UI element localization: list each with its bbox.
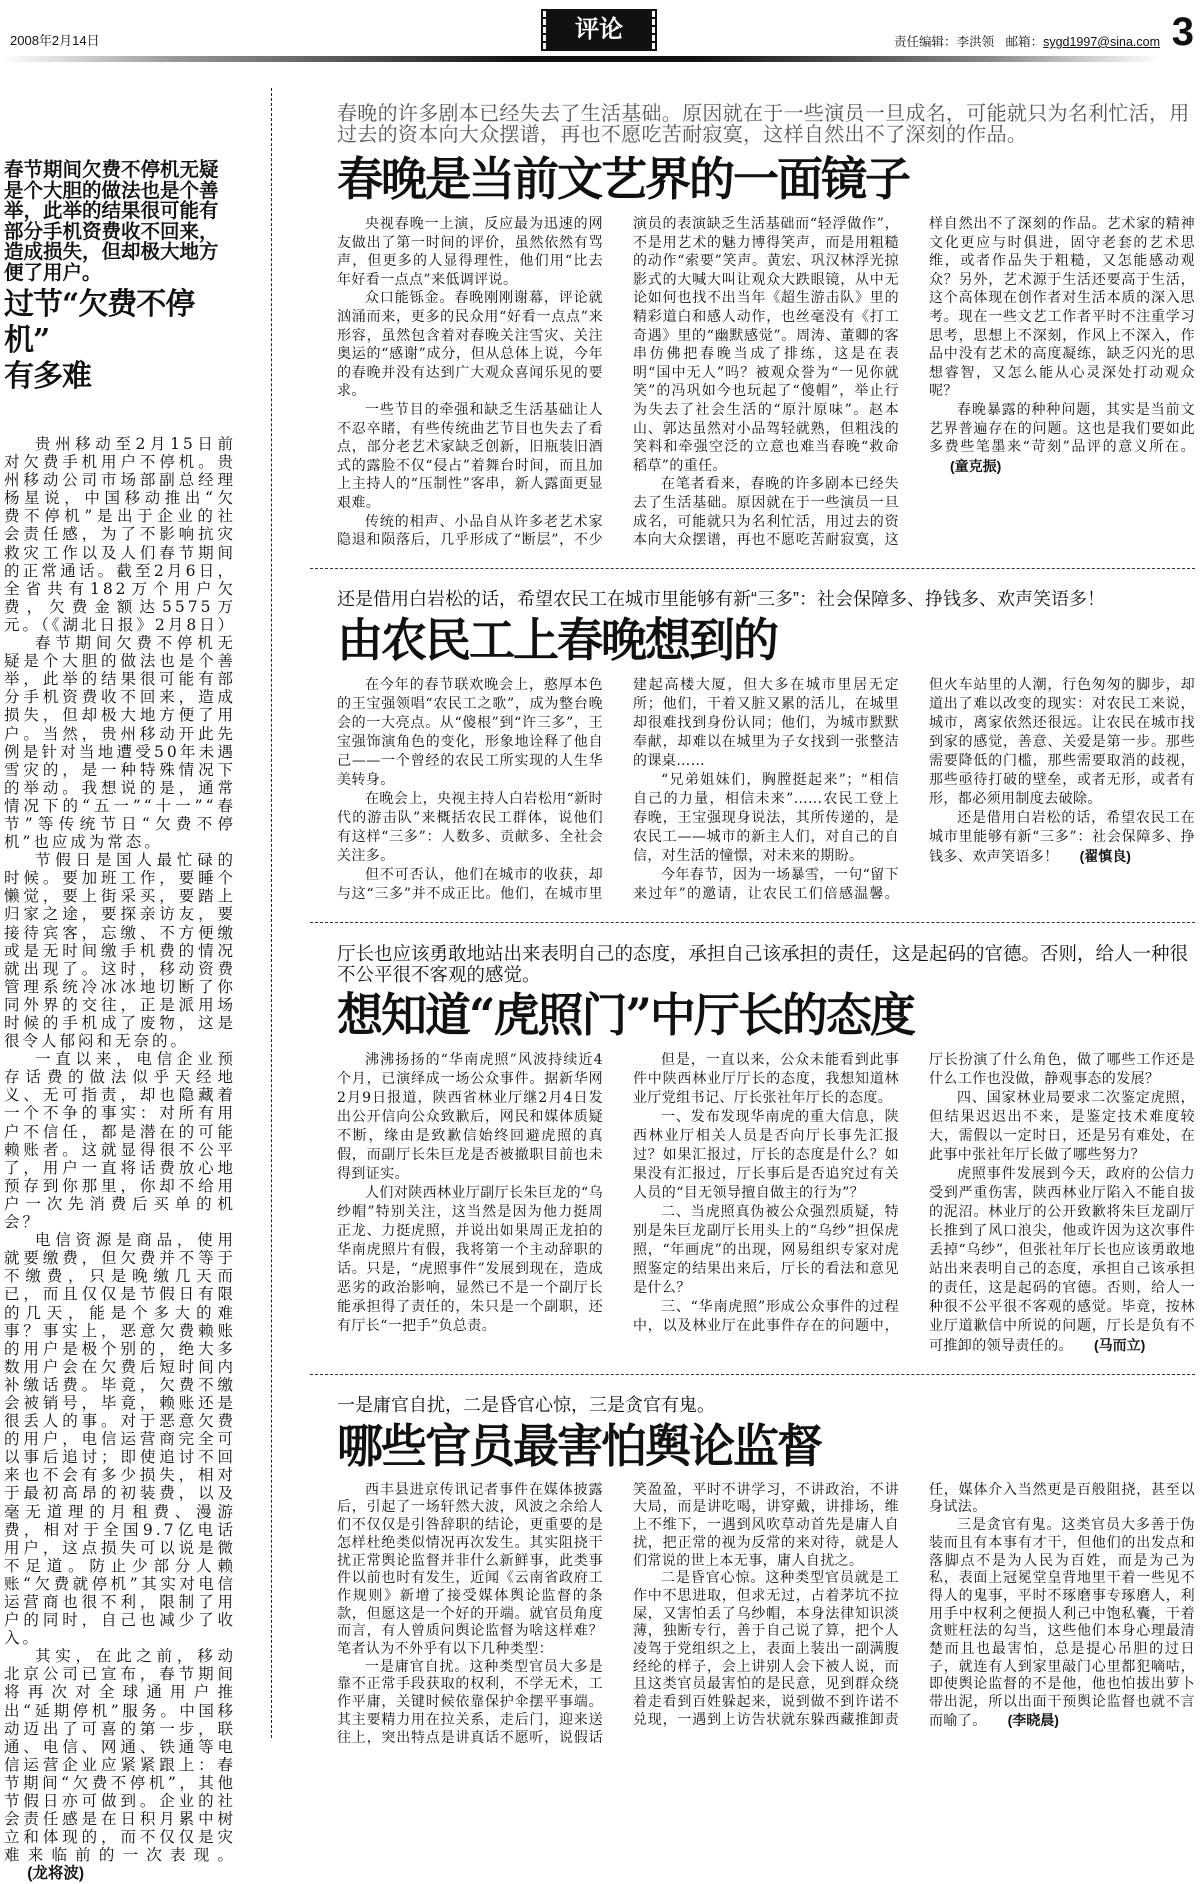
headline-line: 过节“欠费不停机” [4, 287, 195, 358]
paragraph: 央视春晚一上演，反应最为迅速的网友做出了第一时间的评价，虽然依然有骂声，但更多的人显得理性，他们用“比去年好看一点点”来低调评说。 [337, 216, 603, 288]
paragraph [929, 809, 1195, 867]
paragraph: 三、“华南虎照”形成公众事件的过程中，以及林业厅在此事件存在的问题中，厅长扮演了什么角色，做了哪些工作还是什么工作也没做，静观事态的发展？ [633, 1051, 1195, 1334]
main-content [337, 103, 1195, 1747]
paragraph: “兄弟姐妹们，胸膛挺起来”；“相信自己的力量，相信未来”……农民工登上春晚，王宝强现身说法，其所传递的，是农民工——城市的新主人们，对自己的自信，对生活的憧憬，对未来的期盼。 [633, 771, 899, 864]
paragraph: 在笔者看来，春晚的许多剧本已经失去了生活基础。原因就在于一些演员一旦成名，可能就只为名利忙活，用过去的资本向大众摆谱，再也不愿吃苦耐寂寞，这样自然出不了深刻的作品。艺术家的精神文化更应与时俱进，固守老套的艺术思维，或者作品失于粗糙，又怎能感动观众？另外，艺术源于生活还要高于生活，这个高体现在创作者对生活本质的深入思考。现在一些文艺工作者平时不注重学习思考，思想上不深刻，作风上不深入，作品中没有艺术的高度凝练，缺乏闪光的思想睿智，又怎么能从心灵深处打动观众呢？ [633, 216, 1195, 549]
article-body [337, 676, 1195, 904]
section-separator [310, 922, 1195, 923]
editor-info [894, 32, 1160, 50]
paragraph: 二是昏官心惊。这种类型官员就是工作中不思进取，但求无过，占着茅坑不拉屎，又害怕丢了乌纱帽，本身法律知识淡薄，独断专行，善于自己说了算，把个人凌驾于党组织之上，表面上装出一副满腹经纶的样子，会上讲别人会下被人说，而且这类官员最害怕的是民意，见到群众绕着走看到百姓躲起来，说到做不到许诺不兑现，一遇到上访告状就东躲西藏推卸责任，媒体介入当然更是百般阻挠，甚至以身试法。 [633, 1481, 1195, 1728]
article-migrant-workers [337, 589, 1195, 904]
article-body [337, 215, 1195, 550]
paragraph [929, 401, 1195, 476]
section-separator [310, 1374, 1195, 1375]
paragraph: 四、国家林业局要求二次鉴定虎照，但结果迟迟出不来，是鉴定技术难度较大，需假以一定时日，还是另有难处，在此事中张社年厅长做了哪些努力？ [929, 1089, 1195, 1163]
paragraph [929, 1517, 1195, 1730]
paragraph [4, 1647, 236, 1883]
paragraph [929, 1165, 1195, 1356]
article-deck: 一是庸官自扰，二是昏官心惊，三是贪官有鬼。 [337, 1394, 715, 1415]
paragraph: 在晚会上，央视主持人白岩松用“新时代的游击队”来概括农民工群体，说他们有这样“三多”：人数多、贡献多、全社会关注多。 [337, 790, 603, 864]
paragraph: 众口能铄金。春晚刚刚谢幕，评论就汹涌而来，更多的民众用“好看一点点”来形容，虽然包含着对春晚关注雪灾、关注奥运的“感谢”成分，但从总体上说，今年的春晚并没有达到广大观众喜闻乐见的要求。 [337, 290, 603, 400]
paragraph: 春节期间欠费不停机无疑是个大胆的做法也是个善举，此举的结果很可能有部分手机资费收不回来，造成损失，但却极大地方便了用户。当然，贵州移动开此先例是针对当地遭受50年未遇雪灾的，是一种特殊情况下的举动。我想说的是，通常情况下的“五一”“十一”“春节”等传统节日“欠费不停机”也应成为常态。 [4, 634, 236, 852]
article-deck: 春晚的许多剧本已经失去了生活基础。原因就在于一些演员一旦成名，可能就只为名利忙活，用过去的资本向大众摆谱，再也不愿吃苦耐寂寞，这样自然出不了深刻的作品。 [337, 101, 1190, 146]
editor-name: 李洪领 [956, 35, 995, 49]
paragraph: 但是，一直以来，公众未能看到此事件中陕西林业厅厅长的态度，我想知道林业厅党组书记、厅长张社年厅长的态度。 [633, 1051, 899, 1106]
article-body [337, 1482, 1195, 1748]
article-author: (李晓晨) [1007, 1711, 1059, 1728]
article-headline: 由农民工上春晚想到的 [337, 612, 777, 667]
paragraph: 贵州移动至2月15日前对欠费手机用户不停机。贵州移动公司市场部副总经理杨星说，中国移动推出“欠费不停机”是出于企业的社会责任感，为了不影响抗灾救灾工作以及人们春节期间的正常通话。截至2月6日，全省共有182万个用户欠费，欠费金额达5575万元。（《湖北日报》2月8日） [4, 435, 237, 634]
paragraph: 一是庸官自扰。这种类型官员大多是靠不正常手段获取的权利，不学无术，工作平庸，关键时候依靠保护伞摆平事端。其主要精力用在拉关系，走后门，迎来送往上，突出特点是讲真话不愿听，说假话笑盈盈，平时不讲学习，不讲政治，不讲大局，而是讲吃喝，讲穿戴，讲排场，维上不维下，一遇到风吹草动首先是庸人自扰，把正常的视为反常的来对待，就是人们常说的世上本无事，庸人自扰之。 [337, 1481, 899, 1746]
email-label: 邮箱： [1005, 35, 1044, 49]
article-deck: 还是借用白岩松的话，希望农民工在城市里能够有新“三多”：社会保障多、挣钱多、欢声笑语多！ [337, 588, 1105, 609]
paragraph: 一些节目的牵强和缺乏生活基础让人不忍卒睹，有些传统曲艺节目也失去了看点，部分老艺术家缺乏创新，旧瓶装旧酒式的露脸不仅“侵占”着舞台时间，而且加上主持人的“压制性”客串，新人露面更显艰难。 [337, 401, 603, 511]
article-body [337, 1051, 1195, 1356]
paragraph: 节假日是国人最忙碌的时候。要加班工作，要睡个懒觉，要上街采买，要踏上归家之途，要探亲访友，要接待宾客，忘缴、不方便缴或是无时间缴手机费的情况就出现了。这时，移动资费管理系统冷冰冰地切断了你同外界的交往，正是派用场时候的手机成了废物，这是很令人郁闷和无奈的。 [4, 851, 236, 1051]
paragraph: 一直以来，电信企业预存话费的做法似乎天经地义、无可指责，却也隐藏着一个不争的事实：对所有用户不信任，都是潜在的可能赖账者。这就显得很不公平了，用户一直将话费放心地预存到你那里，你却不给用户一次先消费后买单的机会？ [4, 1050, 236, 1232]
paragraph: 人们对陕西林业厅副厅长朱巨龙的“乌纱帽”特别关注，这当然是因为他力挺周正龙、力挺虎照，并说出如果周正龙拍的华南虎照片有假，我将第一个主动辞职的话。只是，“虎照事件”发展到现在，造成恶劣的政治影响，显然已不是一个副厅长能承担得了责任的，朱只是一个副职，还有厅长“一把手”负总责。 [337, 1184, 603, 1334]
paragraph: 沸沸扬扬的“华南虎照”风波持续近4个月，已演绎成一场公众事件。据新华网2月9日报道，陕西省林业厅继2月4日发出公开信向公众致歉后，网民和媒体质疑不断，缘由是致歉信始终回避虎照的真假，而副厅长朱巨龙是否被撤职目前也未得到证实。 [337, 1051, 603, 1182]
article-author: (翟慎良) [1079, 847, 1131, 864]
section-title: 评论 [543, 11, 655, 49]
article-headline [4, 287, 236, 395]
headline-line: 有多难 [4, 359, 91, 394]
article-author: (童克振) [950, 457, 1002, 474]
paragraph: 在今年的春节联欢晚会上，憨厚本色的王宝强领唱“农民工之歌”，成为整台晚会的一大亮点。从“傻根”到“许三多”，王宝强饰演角色的变化，形象地诠释了他自己——一个曾经的农民工所实现的人生华美转身。 [337, 676, 603, 788]
page-number: 3 [1171, 10, 1194, 54]
paragraph: 传统的相声、小品自从许多老艺术家隐退和陨落后，几乎形成了“断层”，不少演员的表演缺乏生活基础而“轻浮做作”，不是用艺术的魅力博得笑声，而是用粗糙的动作“索要”笑声。黄宏、巩汉林浮光掠影式的大喊大叫让观众大跌眼镜，从中无论如何也找不出当年《超生游击队》里的精彩道白和感人动作，也丝毫没有《打工奇遇》里的“幽默感觉”。周涛、董卿的客串仿佛把春晚当成了排练，这是在表明“国中无人”吗？被观众誉为“一见你就笑”的冯巩如今也玩起了“傻帽”，举止行为失去了社会生活的“原汁原味”。赵本山、郭达虽然对小品驾轻就熟，但粗浅的笑料和牵强空泛的立意也难当春晚“救命稻草”的重任。 [337, 216, 899, 549]
article-author: (龙将波) [27, 1865, 85, 1883]
paragraph-text: 三是贪官有鬼。这类官员大多善于伪装而且有本事有才干，但他们的出发点和落脚点不是为人民为百姓，而是为己为私，表面上冠冕堂皇背地里干着一些见不得人的鬼事，平时不琢磨事专琢磨人，利用手中权利之便损人利己中饱私囊，干着贪赃枉法的勾当，这些他们本身心理最清楚而且也最害怕，总是提心吊胆的过日子，就连有人到家里敲门心里都犯嘀咕，即使舆论监督的不是他，他也怕拔出萝卜带出泥，所以出面干预舆论监督也就不言而喻了。 [929, 1517, 1195, 1729]
article-deck: 厅长也应该勇敢地站出来表明自己的态度，承担自己该承担的责任，这是起码的官德。否则，给人一种很不公平很不客观的感觉。 [337, 942, 1189, 985]
paragraph: 二、当虎照真伪被公众强烈质疑，特别是朱巨龙副厅长用头上的“乌纱”担保虎照，“年画虎”的出现，网易组织专家对虎照鉴定的结果出来后，厅长的看法和意见是什么？ [633, 1203, 899, 1296]
section-separator [310, 568, 1195, 569]
article-headline: 想知道“虎照门”中厅长的态度 [337, 987, 914, 1042]
paragraph-text: 春晚暴露的种种问题，其实是当前文艺界普遍存在的问题。这也是我们要如此多费些笔墨来“苛刻”品评的意义所在。 [929, 401, 1195, 456]
article-officials-supervision [337, 1395, 1195, 1748]
article-tiger-photo [337, 943, 1195, 1356]
article-body [4, 435, 236, 1884]
article-spring-gala-mirror [337, 103, 1195, 550]
paragraph-text: 还是借用白岩松的话，希望农民工在城市里能够有新“三多”：社会保障多、挣钱多、欢声笑语多！ [929, 809, 1195, 865]
column-divider [271, 88, 272, 1738]
article-headline: 哪些官员最害怕舆论监督 [337, 1418, 821, 1473]
article-headline: 春晚是当前文艺界的一面镜子 [337, 152, 909, 206]
article-author: (马而立) [1094, 1336, 1146, 1353]
email-link[interactable]: sygd1997@sina.com [1043, 35, 1160, 49]
paragraph: 一、发布发现华南虎的重大信息，陕西林业厅相关人员是否向厅长事先汇报过？如果汇报过，厅长的态度是什么？如果没有汇报过，厅长事后是否追究过有关人员的“目无领导擅自做主的行为”？ [633, 1108, 899, 1201]
paragraph: 今年春节，因为一场暴雪，一句“留下来过年”的邀请，让农民工们倍感温馨。但火车站里的人潮，行色匆匆的脚步，却道出了难以改变的现实：对农民工来说，城市，离家依然还很远。让农民在城市找到家的感觉，善意、关爱是第一步。那些需要降低的门槛，那些需要取消的歧视，那些亟待打破的壁垒，或者无形，或者有形，都必须用制度去破除。 [633, 676, 1195, 902]
header-rule [0, 56, 1160, 62]
paragraph-text: 其实，在此之前，移动北京公司已宣布，春节期间将再次对全球通用户推出“延期停机”服务。中国移动迈出了可喜的第一步，联通、电信、网通、铁通等电信运营企业应紧紧跟上：春节期间“欠费不停机”，其他节假日亦可做到。企业的社会责任感是在日积月累中树立和体现的，而不仅仅是灾难来临前的一次表现。 [4, 1647, 236, 1865]
left-article [4, 160, 236, 1884]
paragraph: 电信资源是商品，使用就要缴费，但欠费并不等于不缴费，只是晚缴几天而已，而且仅仅是节假日有限的几天，能是个多大的难事？事实上，恶意欠费赖账的用户是极个别的，绝大多数用户会在欠费后短时间内补缴话费。毕竟，欠费不缴会被销号，毕竟，赖账还是很丢人的事。对于恶意欠费的用户，电信运营商完全可以事后追讨；即使追讨不回来也不会有多少损失，相对于最初高昂的初装费，以及毫无道理的月租费、漫游费，相对于全国9.7亿电话用户，这点损失可以说是微不足道。防止少部分人赖账“欠费就停机”其实对电信运营商也很不利，限制了用户的同时，自己也减少了收入。 [4, 1231, 236, 1648]
editor-label: 责任编辑： [894, 35, 957, 49]
article-deck: 春节期间欠费不停机无疑是个大胆的做法也是个善举，此举的结果很可能有部分手机资费收不回来，造成损失，但却极大地方便了用户。 [4, 159, 219, 284]
paragraph: 西丰县进京传讯记者事件在媒体披露后，引起了一场轩然大波，风波之余给人们不仅仅是引咎辞职的结论，更重要的是怎样杜绝类似情况再次发生。其实阻挠干扰正常舆论监督并非什么新鲜事，此类事件以前也时有发生，近闻《云南省政府工作规则》新增了接受媒体舆论监督的条款，但愿这是一个好的开端。就官员角度而言，有人曾质问舆论监督为啥这样难？笔者认为不外乎有以下几种类型： [337, 1481, 603, 1658]
paragraph-text: 虎照事件发展到今天，政府的公信力受到严重伤害，陕西林业厅陷入不能自拔的泥沼。林业厅的公开致歉将朱巨龙副厅长推到了风口浪尖，他或许因为这次事件丢掉“乌纱”，但张社年厅长也应该勇敢地站出来表明自己的态度，承担自己该承担的责任，这是起码的官德。否则，给人一种很不公平很不客观的感觉。毕竟，按林业厅道歉信中所说的问题，厅长是负有不可推卸的领导责任的。 [929, 1165, 1195, 1354]
paragraph: 但不可否认，他们在城市的收获，却与这“三多”并不成正比。他们，在城市里建起高楼大厦，但大多在城市里居无定所；他们，干着又脏又累的活儿，在城里却很难找到身份认同；他们，为城市默默奉献，却难以在城里为子女找到一张整洁的课桌…… [337, 676, 899, 902]
issue-date: 2008年2月14日 [10, 33, 100, 48]
